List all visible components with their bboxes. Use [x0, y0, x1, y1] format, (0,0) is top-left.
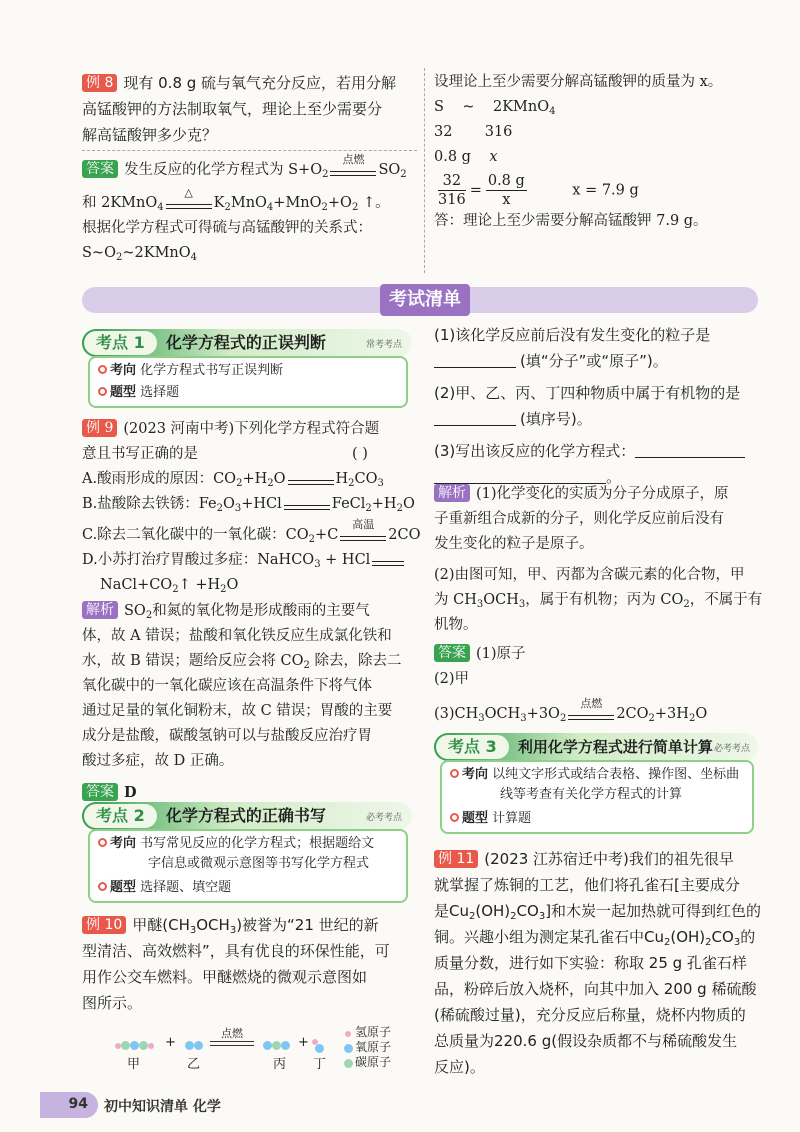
- page-number: 94: [68, 1096, 88, 1112]
- page-number-tab: [40, 1092, 98, 1118]
- section-banner: [82, 287, 758, 313]
- section-title: 考试清单: [380, 284, 470, 316]
- kp2-box: 考向 书写常见反应的化学方程式；根据题给文 字信息或微观示意图等书写化学方程式 题型 选择题、填空题: [88, 829, 408, 903]
- ex8-answer: 答案 发生反应的化学方程式为 $S+O_2$ 点燃 $SO_2$ 和 2KMnO$_4$ △ $K_2MnO_4+MnO_2+O_2$ ↑。 根据化学方程式可得硫与高锰酸钾的关系式： $S\sim O_2\sim 2KMnO_4$: [82, 153, 407, 263]
- ex11-question: 例 11 (2023 江苏宿迁中考)我们的祖先很早 就掌握了炼铜的工艺，他们将孔雀石[主要成分 是$Cu_2(OH)_2CO_3$]和木炭一起加热就可得到红色的 铜。兴趣小组为测定某孔雀石中$Cu_2(OH)_2CO_3$的 质量分数，进行如下实验：称取 25 g 孔雀石样 品，粉碎后放入烧杯，向其中加入 200 g 稀硫酸 (稀硫酸过量)，充分反应后称量，烧杯内物质的 总质量为220.6 g(假设杂质都不与稀硫酸发生 反应)。: [434, 850, 762, 1076]
- ex9-analysis: 解析 $SO_2$和氮的氧化物是形成酸雨的主要气 体，故 A 错误；盐酸和氧化铁反应生成氯化铁和 水，故 B 错误；题给反应会将 $CO_2$ 除去，除去二 氧化碳中的一氧化碳应该在高温条件下将气体 通过足量的氧化铜粉末，故 C 错误；胃酸的主要 成分是盐酸，碳酸氢钠可以与盐酸反应治疗胃 酸过多症，故 D 正确。 答案 D: [82, 602, 402, 801]
- ex9-question: 例 9 (2023 河南中考)下列化学方程式符合题 意且书写正确的是 ( ) A.酸雨形成的原因：$CO_2+H_2O$ $H_2CO_3$ B.盐酸除去铁锈：$Fe_2O_3+HCl$ $FeCl_2+H_2O$ C.除去二氧化碳中的一氧化碳：$CO_2+C$ 高温 2CO D.小苏打治疗胃酸过多症：NaHCO$_3$ + HCl $NaCl+CO_2↑ +H_2O$: [82, 420, 421, 595]
- kp2-header: 考点 2 化学方程式的正确书写 必考考点: [82, 802, 412, 830]
- kp3-box: 考向 以纯文字形式或结合表格、操作图、坐标曲 线等考查有关化学方程式的计算 题型 计算题: [440, 760, 754, 834]
- column-divider: [424, 68, 425, 273]
- example-tag: 例 8: [82, 74, 117, 92]
- ex10-subquestions: (1)该化学反应前后没有发生变化的粒子是 (填“分子”或“原子”)。 (2)甲、乙、丙、丁四种物质中属于有机物的是 (填序号)。 (3)写出该反应的化学方程式： 。: [434, 322, 745, 490]
- kp1-header: 考点 1 化学方程式的正误判断 常考考点: [82, 329, 412, 357]
- legend-c: 碳原子: [355, 1055, 392, 1069]
- label-bing: 丙: [273, 1057, 287, 1072]
- label-ding: 丁: [313, 1057, 327, 1072]
- kp3-header: 考点 3 利用化学方程式进行简单计算 必考考点: [434, 733, 758, 761]
- footer-title: 初中知识清单 化学: [104, 1099, 221, 1115]
- divider: [82, 150, 417, 151]
- ex8-question: 例 8 现有 0.8 g 硫与氧气充分反应，若用分解 高锰酸钾的方法制取氧气，理论上至少需要分 解高锰酸钾多少克？: [82, 74, 397, 144]
- legend-o: 氧原子: [355, 1040, 392, 1054]
- ex10-analysis: 解析 (1)化学变化的实质为分子分成原子，原 子重新组合成新的分子，则化学反应前后没有 发生变化的粒子是原子。 (2)由图可知，甲、丙都为含碳元素的化合物，甲 为 $CH_3OCH_3$，属于有机物；丙为 $CO_2$，不属于有 机物。 答案 (1)原子 (2)甲 $(3)CH_3OCH_3+3O_2$ 点燃 $2CO_2+3H_2O$: [434, 485, 763, 724]
- kp1-box: 考向 化学方程式书写正误判断 题型 选择题: [88, 356, 408, 408]
- reaction-diagram: 甲 + 乙 点燃 丙 + 丁 氢原子 氧原子 碳原子: [105, 1025, 415, 1075]
- label-yi: 乙: [187, 1057, 201, 1072]
- label-jia: 甲: [127, 1057, 141, 1072]
- ex10-question: 例 10 甲醚$(CH_3OCH_3)$被誉为“21 世纪的新 型清洁、高效燃料”，具有优良的环保性能，可 用作公交车燃料。甲醚燃烧的微观示意图如 图所示。: [82, 916, 390, 1012]
- legend-h: 氢原子: [355, 1025, 392, 1039]
- ex8-solution: 设理论上至少需要分解高锰酸钾的质量为 x。 S ~ 2KMnO$_4$ 32 316 0.8 g x $\frac{32}{316}$ = $\frac{0.8 g}{x}$ x = 7.9 g 答：理论上至少需要分解高锰酸钾 7.9 g。: [434, 74, 723, 229]
